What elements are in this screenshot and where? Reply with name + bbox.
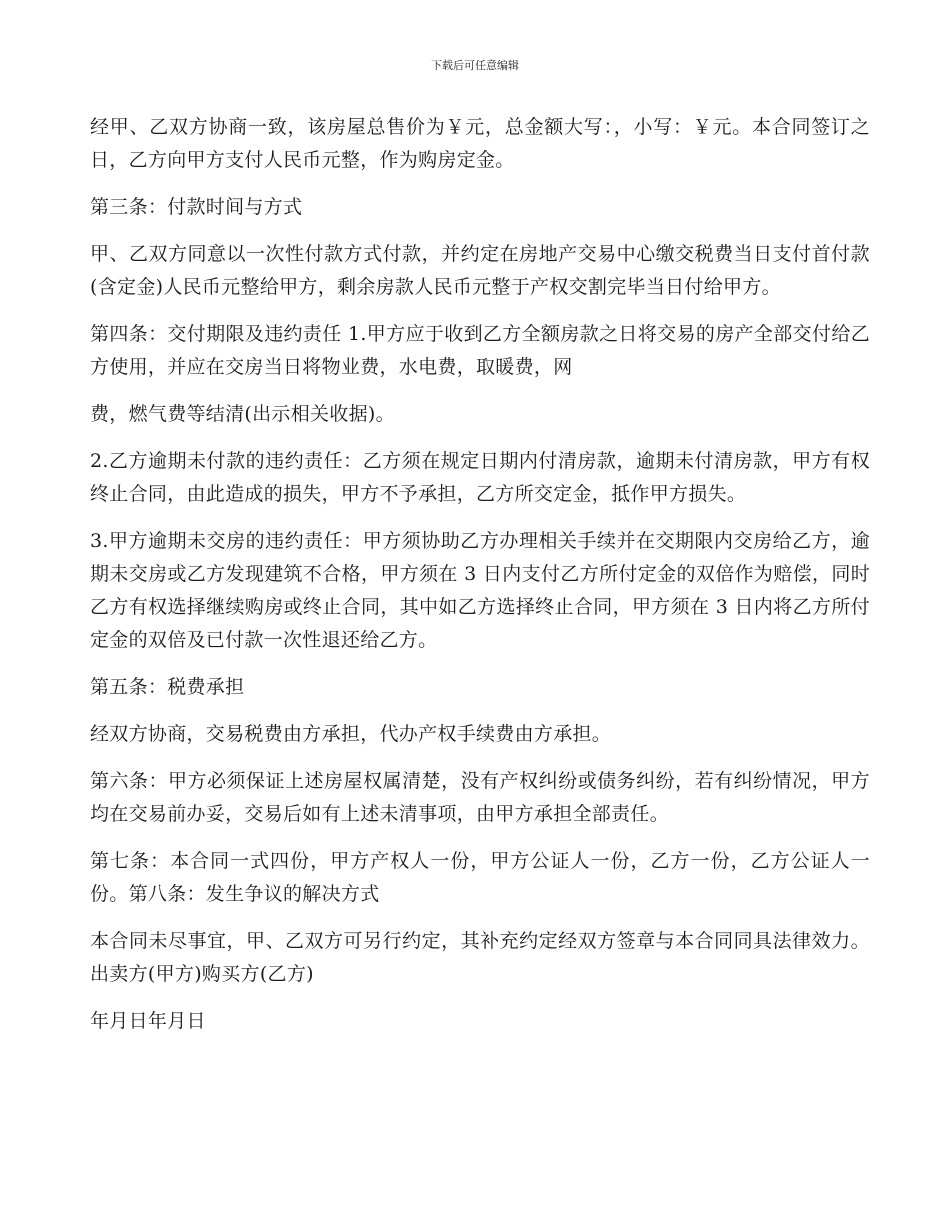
signature-dates: 年月日年月日 bbox=[90, 1010, 206, 1032]
article-4-delivery: 第四条：交付期限及违约责任 1.甲方应于收到乙方全额房款之日将交易的房产全部交付给乙方使用，并应在交房当日将物业费，水电费，取暖费，网 bbox=[90, 323, 870, 378]
contract-body bbox=[90, 111, 870, 1052]
article-5-heading: 第五条：税费承担 bbox=[90, 676, 245, 698]
paragraph-price-deposit: 经甲、乙双方协商一致，该房屋总售价为￥元，总金额大写：，小写：￥元。本合同签订之日，乙方向甲方支付人民币元整，作为购房定金。 bbox=[90, 116, 870, 171]
paragraph-supplementary: 本合同未尽事宜，甲、乙双方可另行约定，其补充约定经双方签章与本合同同具法律效力。出卖方(甲方)购买方(乙方) bbox=[90, 930, 870, 985]
paragraph-tax-burden: 经双方协商，交易税费由方承担，代办产权手续费由方承担。 bbox=[90, 723, 612, 745]
paragraph-payment-method: 甲、乙双方同意以一次性付款方式付款，并约定在房地产交易中心缴交税费当日支付首付款(含定金)人民币元整给甲方，剩余房款人民币元整于产权交割完毕当日付给甲方。 bbox=[90, 243, 870, 298]
paragraph-buyer-default: 2.乙方逾期未付款的违约责任：乙方须在规定日期内付清房款，逾期未付清房款，甲方有权终止合同，由此造成的损失，甲方不予承担，乙方所交定金，抵作甲方损失。 bbox=[90, 450, 870, 505]
paragraph-seller-default: 3.甲方逾期未交房的违约责任：甲方须协助乙方办理相关手续并在交期限内交房给乙方，逾期未交房或乙方发现建筑不合格，甲方须在 3 日内支付乙方所付定金的双倍作为赔偿，同时乙方有权选择继续购房或终止合同，其中如乙方选择终止合同，甲方须在 3 日内将乙方所付定金的双倍及已付款一次性退还给乙方。 bbox=[90, 530, 870, 651]
article-3-heading: 第三条：付款时间与方式 bbox=[90, 196, 303, 218]
paragraph-fees-settlement: 费，燃气费等结清(出示相关收据)。 bbox=[90, 403, 395, 425]
article-7-copies: 第七条：本合同一式四份，甲方产权人一份，甲方公证人一份，乙方一份，乙方公证人一份。第八条：发生争议的解决方式 bbox=[90, 850, 870, 905]
article-6-title-guarantee: 第六条：甲方必须保证上述房屋权属清楚，没有产权纠纷或债务纠纷，若有纠纷情况，甲方均在交易前办妥，交易后如有上述未清事项，由甲方承担全部责任。 bbox=[90, 770, 870, 825]
header-note: 下载后可任意编辑 bbox=[431, 59, 519, 72]
